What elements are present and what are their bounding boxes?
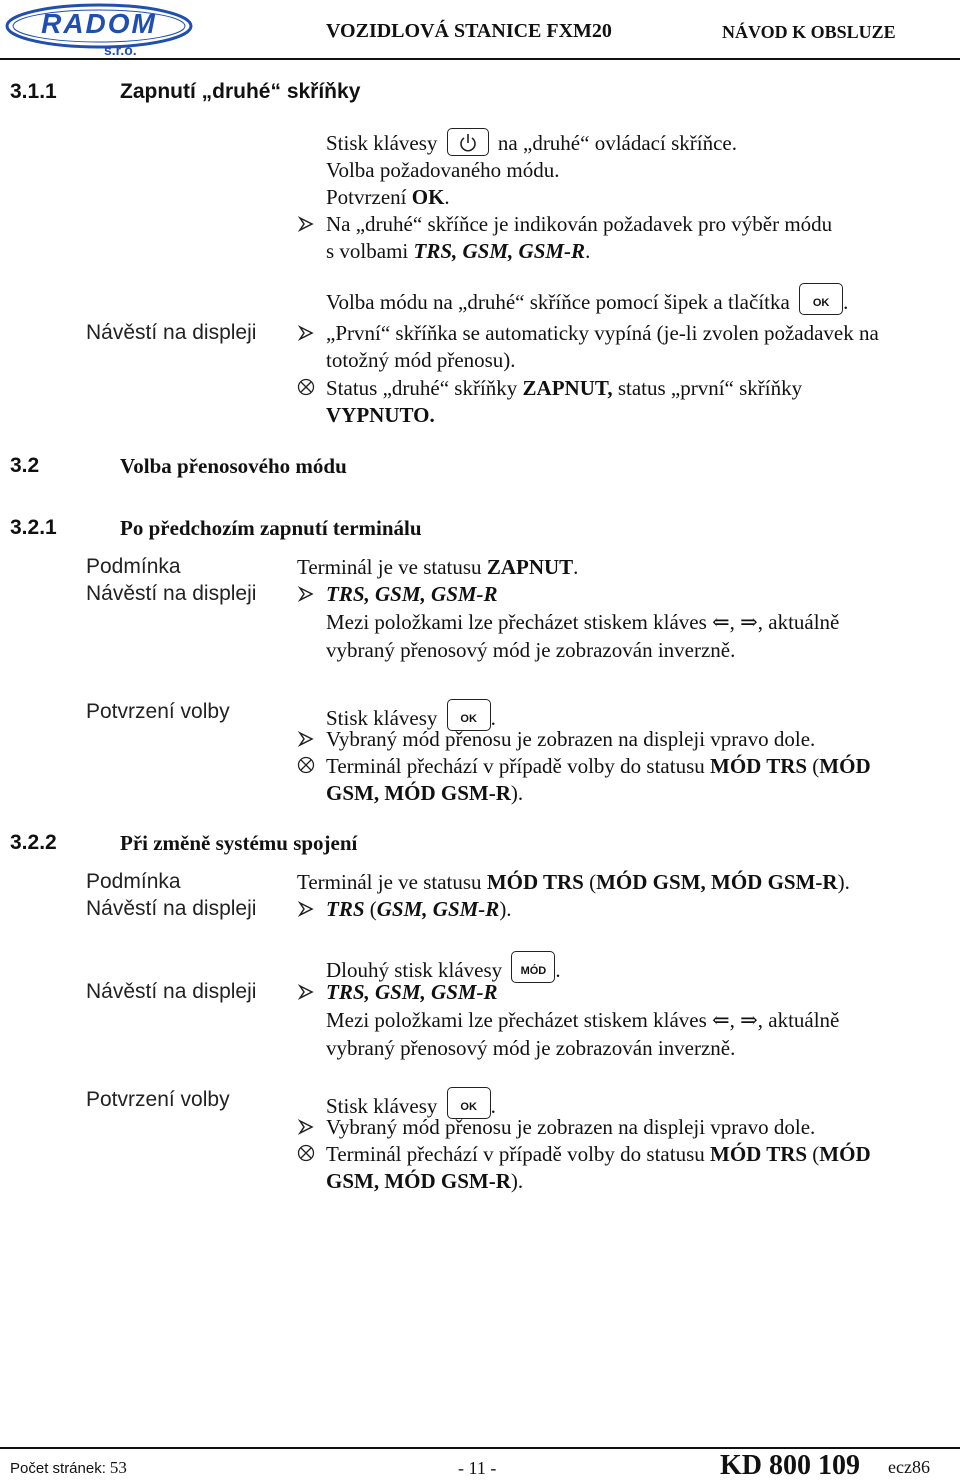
section-heading: Zapnutí „druhé“ skříňky: [120, 80, 361, 103]
info-first-off: „První“ skříňka se automaticky vypíná (je-li zvolen požadavek na: [326, 321, 879, 345]
logo-subtext: s.r.o.: [104, 42, 137, 58]
confirm-text: Stisk klávesy OK .: [326, 1087, 496, 1119]
status-circle-x-icon: [297, 378, 315, 396]
navigate-desc-cont: vybraný přenosový mód je zobrazován inverzně.: [326, 1036, 736, 1060]
label-display: Návěstí na displeji: [86, 897, 257, 920]
step-press-key: Stisk klávesy na „druhé“ ovládací skříňce.: [326, 128, 737, 156]
arrow-bullet-icon: [298, 216, 314, 232]
radom-logo: [4, 2, 194, 58]
status-line: Status „druhé“ skříňky ZAPNUT, status „první“ skříňky: [326, 376, 803, 400]
info-indication-cont: s volbami TRS, GSM, GSM-R.: [326, 239, 591, 263]
doc-id: ecz86: [888, 1457, 930, 1477]
display-modes: TRS, GSM, GSM-R: [326, 980, 498, 1004]
info-mode-shown: Vybraný mód přenosu je zobrazen na displeji vpravo dole.: [326, 727, 816, 751]
navigate-desc-cont: vybraný přenosový mód je zobrazován inverzně.: [326, 638, 736, 662]
footer-rule: [0, 1447, 960, 1449]
section-number: 3.2: [10, 454, 40, 477]
status-circle-x-icon: [297, 1144, 315, 1162]
arrow-bullet-icon: [298, 586, 314, 602]
section-number: 3.2.2: [10, 831, 57, 854]
result-line-cont: GSM, MÓD GSM-R).: [326, 781, 524, 805]
right-double-arrow-icon: ⇒: [740, 1008, 758, 1032]
section-heading: Volba přenosového módu: [120, 454, 347, 478]
status-circle-x-icon: [297, 756, 315, 774]
status-line-cont: VYPNUTO.: [326, 403, 435, 427]
left-double-arrow-icon: ⇐: [712, 610, 730, 634]
header-manual: NÁVOD K OBSLUZE: [722, 22, 896, 42]
arrow-bullet-icon: [298, 984, 314, 1000]
left-double-arrow-icon: ⇐: [712, 1008, 730, 1032]
ok-key: OK: [447, 699, 491, 731]
navigate-desc: Mezi položkami lze přecházet stiskem kláves ⇐, ⇒, aktuálně: [326, 610, 840, 634]
label-condition: Podmínka: [86, 870, 181, 893]
info-mode-shown: Vybraný mód přenosu je zobrazen na displeji vpravo dole.: [326, 1115, 816, 1139]
arrow-bullet-icon: [298, 901, 314, 917]
result-line: Terminál přechází v případě volby do statusu MÓD TRS (MÓD: [326, 754, 871, 778]
long-press-text: Dlouhý stisk klávesy MÓD .: [326, 951, 561, 983]
info-indication: Na „druhé“ skříňce je indikován požadavek pro výběr módu: [326, 212, 833, 236]
doc-code: KD 800 109: [720, 1450, 860, 1481]
right-double-arrow-icon: ⇒: [740, 610, 758, 634]
label-display: Návěstí na displeji: [86, 980, 257, 1003]
display-current: TRS (GSM, GSM-R).: [326, 897, 512, 921]
header-title: VOZIDLOVÁ STANICE FXM20: [326, 20, 612, 42]
navigate-desc: Mezi položkami lze přecházet stiskem kláves ⇐, ⇒, aktuálně: [326, 1008, 840, 1032]
display-modes: TRS, GSM, GSM-R: [326, 582, 498, 606]
result-line-cont: GSM, MÓD GSM-R).: [326, 1169, 524, 1193]
power-key: [447, 128, 489, 156]
section-heading: Při změně systému spojení: [120, 831, 358, 855]
section-heading: Po předchozím zapnutí terminálu: [120, 516, 422, 540]
page-count: Počet stránek: 53: [10, 1458, 127, 1477]
arrow-bullet-icon: [298, 731, 314, 747]
label-confirm: Potvrzení volby: [86, 1088, 230, 1111]
label-confirm: Potvrzení volby: [86, 700, 230, 723]
page-number: - 11 -: [458, 1458, 497, 1478]
step-confirm: Potvrzení OK.: [326, 185, 450, 209]
arrow-bullet-icon: [298, 325, 314, 341]
mod-key: MÓD: [511, 951, 555, 983]
arrow-bullet-icon: [298, 1119, 314, 1135]
ok-key: OK: [799, 283, 843, 315]
logo-text: RADOM: [41, 8, 157, 39]
condition-text: Terminál je ve statusu MÓD TRS (MÓD GSM, MÓD GSM-R).: [297, 870, 850, 894]
label-display: Návěstí na displeji: [86, 321, 257, 344]
info-first-off-cont: totožný mód přenosu).: [326, 348, 516, 372]
result-line: Terminál přechází v případě volby do statusu MÓD TRS (MÓD: [326, 1142, 871, 1166]
confirm-text: Stisk klávesy OK .: [326, 699, 496, 731]
step-select-arrows: Volba módu na „druhé“ skříňce pomocí šipek a tlačítka OK .: [326, 283, 848, 315]
condition-text: Terminál je ve statusu ZAPNUT.: [297, 555, 579, 579]
section-number: 3.1.1: [10, 80, 57, 103]
step-select-mode: Volba požadovaného módu.: [326, 158, 560, 182]
power-icon: [448, 129, 488, 155]
header-rule: [0, 58, 960, 60]
section-number: 3.2.1: [10, 516, 57, 539]
label-condition: Podmínka: [86, 555, 181, 578]
label-display: Návěstí na displeji: [86, 582, 257, 605]
ok-key: OK: [447, 1087, 491, 1119]
